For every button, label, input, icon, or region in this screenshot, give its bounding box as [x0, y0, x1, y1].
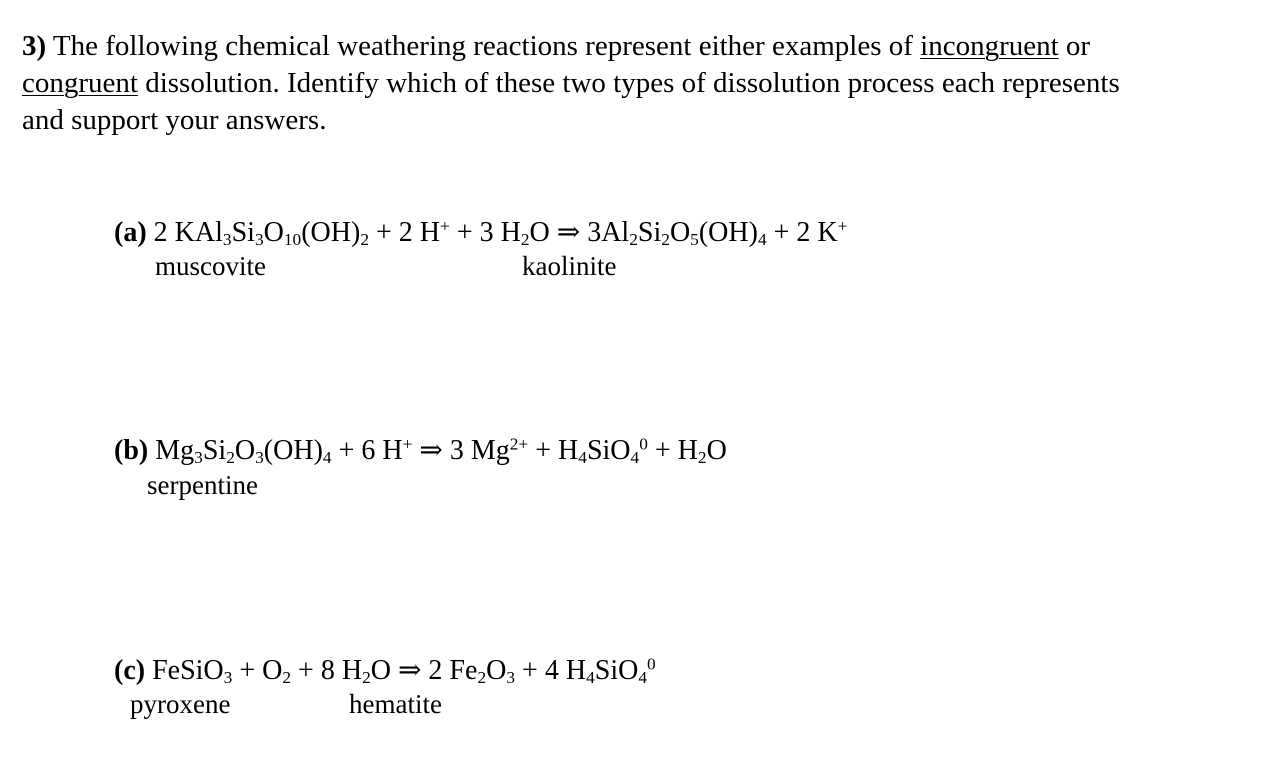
mineral-label-kaolinite: kaolinite: [522, 251, 617, 281]
reaction-a-equation: (a) 2 $KAl_3Si_3O_{10}(OH)_2 + 2$ H+ + 3 $H_2O$ ⇒ $3Al_2Si_2O_5(OH)_4 + 2$ K+: [114, 216, 848, 249]
question-text-2: dissolution. Identify which of these two types of dissolution process each represents: [137, 67, 1120, 99]
question-text-1: The following chemical weathering reactions represent either examples of: [52, 30, 921, 62]
question-text-1b: or: [1058, 30, 1091, 62]
term-congruent: congruent: [22, 67, 138, 99]
reaction-c-equation: (c) FeSiO$_3$ + $O_2 + 8$ $H_2O$ ⇒ 2 $Fe_2O_3 + 4$ $H_4SiO_4^0$: [114, 654, 656, 687]
reaction-c-label: (c): [114, 655, 146, 686]
mineral-label-muscovite: muscovite: [155, 251, 266, 281]
question-number: 3): [22, 30, 47, 62]
question-line-1: [22, 28, 1252, 65]
term-incongruent: incongruent: [920, 30, 1059, 62]
question-line-2: [22, 65, 1252, 102]
mineral-label-hematite: hematite: [349, 689, 442, 719]
mineral-label-pyroxene: pyroxene: [130, 689, 231, 719]
mineral-label-serpentine: serpentine: [147, 470, 258, 500]
reaction-b-label: (b): [114, 435, 149, 466]
reaction-a-label: (a): [114, 217, 147, 248]
reaction-b-equation: (b) $Mg_3Si_2O_3(OH)_4 + 6$ H+ ⇒ 3 $Mg^{2+} + H_4SiO_4^0 + H_2O$: [114, 434, 727, 467]
question-line-3: and support your answers.: [22, 104, 327, 136]
question-prompt: [22, 28, 1252, 139]
